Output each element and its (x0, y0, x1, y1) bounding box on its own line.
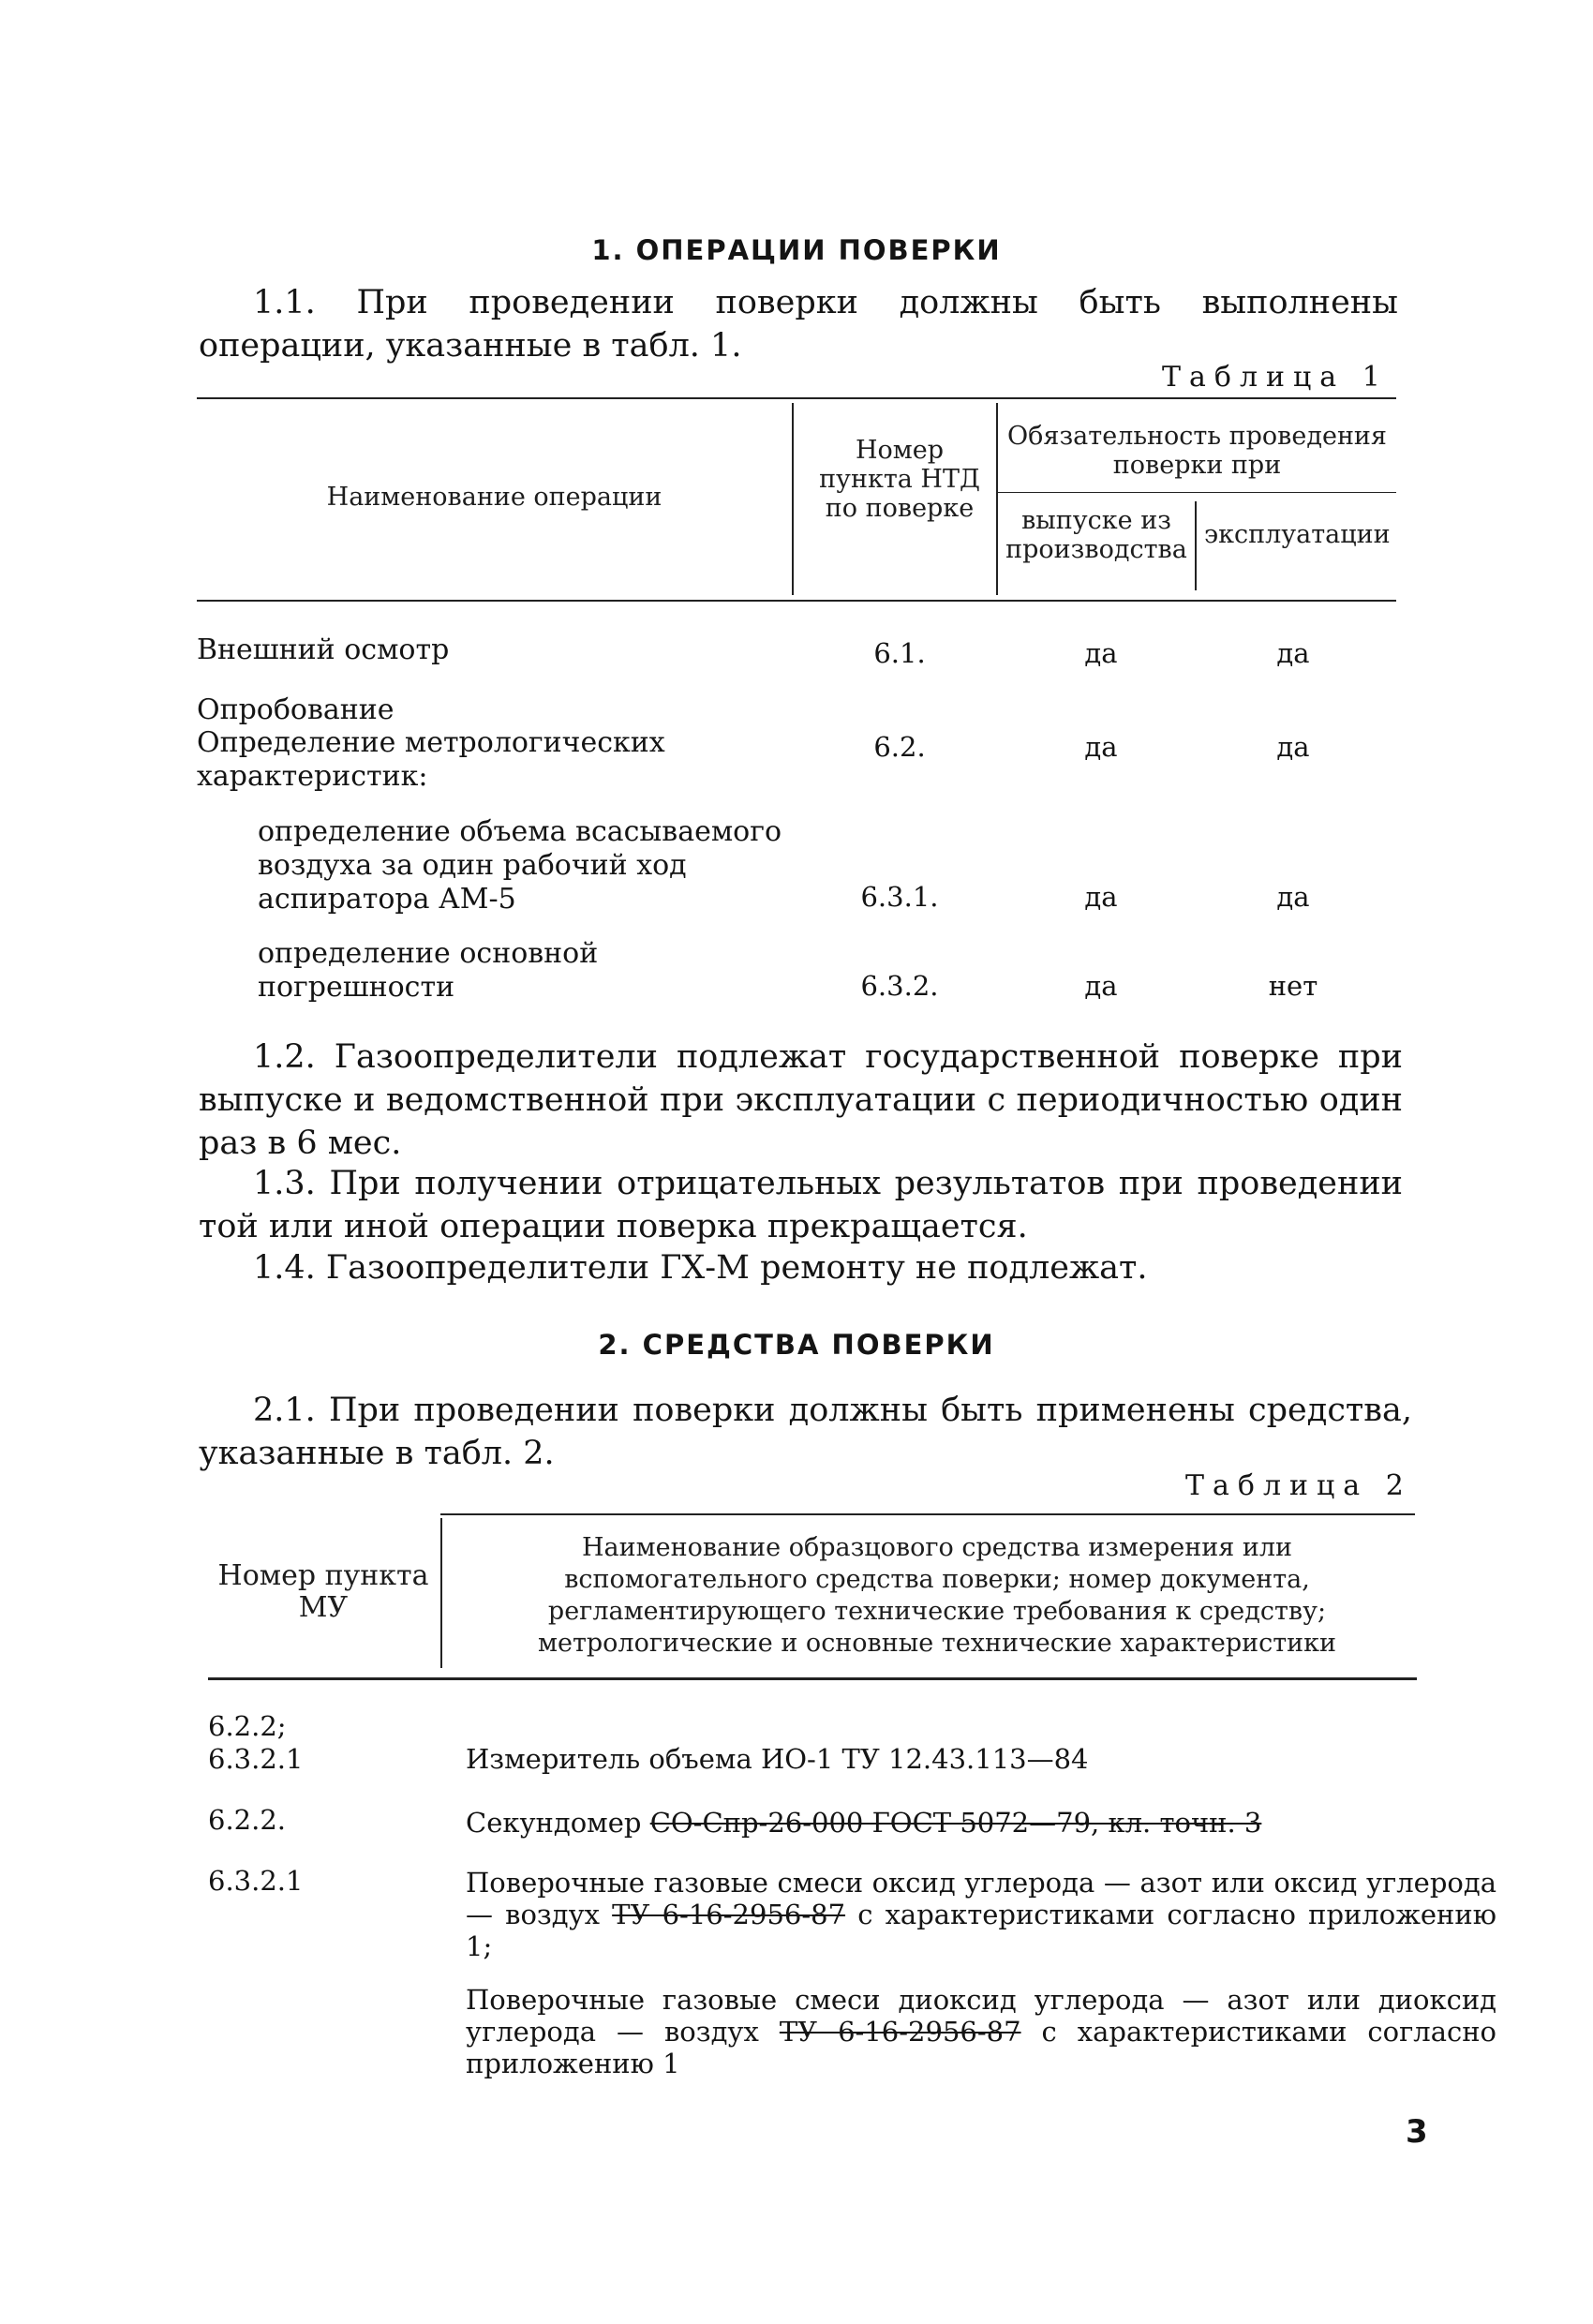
table-1-vline-2 (996, 403, 998, 595)
table-1-row-4-use: да (1276, 881, 1310, 913)
table-1-row-1-release: да (1084, 637, 1118, 669)
section-2-title: 2. СРЕДСТВА ПОВЕРКИ (598, 1329, 995, 1361)
table-1-subheader-rule (996, 492, 1396, 493)
table-1-caption: Таблица 1 (1162, 361, 1389, 394)
table-1-vline-1 (792, 403, 794, 595)
table-1-row-5-release: да (1084, 970, 1118, 1002)
table-2-row-3-text: Поверочные газовые смеси оксид углерода — азот или оксид углерода — воздух ТУ 6-16-2956-87 с характеристиками согласно приложению 1; (466, 1867, 1496, 1962)
table-2-row-4-struck: ТУ 6-16-2956-87 (779, 2016, 1021, 2048)
table-1-row-5-use: нет (1268, 970, 1318, 1002)
section-1-title: 1. ОПЕРАЦИИ ПОВЕРКИ (591, 234, 1002, 266)
table-2-row-2-struck: СО-Спр-26-000 ГОСТ 5072—79, кл. точн. 3 (649, 1807, 1262, 1839)
paragraph-1-2: 1.2. Газоопределители подлежат государственной поверке при выпуске и ведомственной при эксплуатации с периодичностью один раз в 6 мес. (199, 1038, 1403, 1162)
table-1-row-3-use: да (1276, 731, 1310, 763)
table-1-row-3-ntd: 6.2. (873, 731, 926, 763)
table-1-row-1-use: да (1276, 637, 1310, 669)
table-1-row-4-name: определение объема всасываемого воздуха за один рабочий ход аспиратора АМ-5 (258, 815, 782, 916)
paragraph-1-4: 1.4. Газоопределители ГХ-М ремонту не подлежат. (253, 1249, 1148, 1287)
paragraph-1-3: 1.3. При получении отрицательных результатов при проведении той или иной операции поверка прекращается. (199, 1165, 1403, 1245)
table-1-header-operation: Наименование операции (326, 483, 663, 512)
table-2-row-2-item: 6.2.2. (208, 1804, 287, 1836)
table-2-row-3-struck: ТУ 6-16-2956-87 (612, 1899, 846, 1930)
table-1-row-1-name: Внешний осмотр (197, 633, 450, 666)
table-1-row-4-release: да (1084, 881, 1118, 913)
table-2-caption: Таблица 2 (1185, 1469, 1412, 1502)
table-1-header-rule (197, 600, 1396, 602)
table-1-header-use: эксплуатации (1204, 520, 1391, 549)
table-1-top-rule (197, 397, 1396, 399)
table-1-header-release: выпуске из производства (1005, 506, 1187, 564)
table-1-row-4-ntd: 6.3.1. (860, 881, 939, 913)
table-1-row-2-name: Опробование (197, 693, 395, 726)
paragraph-2-1: 2.1. При проведении поверки должны быть применены средства, указанные в табл. 2. (199, 1392, 1412, 1472)
table-2-vline (440, 1518, 442, 1668)
table-2-header-rule (208, 1677, 1417, 1680)
table-1-row-5-name: определение основной погрешности (258, 937, 599, 1004)
table-2-row-3-item: 6.3.2.1 (208, 1865, 304, 1897)
page-number: 3 (1406, 2113, 1428, 2151)
table-1-header-mandatory: Обязательность проведения поверки при (1007, 422, 1387, 480)
table-1-vline-3 (1195, 501, 1197, 590)
table-2-top-rule (440, 1513, 1415, 1515)
table-1-row-3-release: да (1084, 731, 1118, 763)
paragraph-1-1: 1.1. При проведении поверки должны быть выполнены операции, указанные в табл. 1. (199, 284, 1398, 365)
table-2-row-1-item-a: 6.2.2; (208, 1710, 287, 1742)
table-2-header-desc: Наименование образцового средства измерения или вспомогательного средства поверки; номер документа, регламентирующего технические требования к средству; метрологические и основные технические характеристики (537, 1533, 1337, 1658)
table-2-row-1-text: Измеритель объема ИО-1 ТУ 12.43.113—84 (466, 1743, 1089, 1775)
table-2-header-item: Номер пункта МУ (217, 1559, 429, 1624)
table-1-row-1-ntd: 6.1. (873, 637, 926, 669)
table-1-header-ntd: Номер пункта НТД по поверке (819, 436, 980, 523)
table-1-row-5-ntd: 6.3.2. (860, 970, 939, 1002)
table-1-row-3-name: Определение метрологических характеристик: (197, 726, 665, 793)
table-2-row-4-text: Поверочные газовые смеси диоксид углерода — азот или диоксид углерода — воздух ТУ 6-16-2956-87 с характеристиками согласно приложению 1 (466, 1984, 1497, 2079)
table-2-row-1-item-b: 6.3.2.1 (208, 1743, 304, 1775)
table-2-row-2-text: Секундомер СО-Спр-26-000 ГОСТ 5072—79, кл. точн. 3 (466, 1807, 1262, 1839)
